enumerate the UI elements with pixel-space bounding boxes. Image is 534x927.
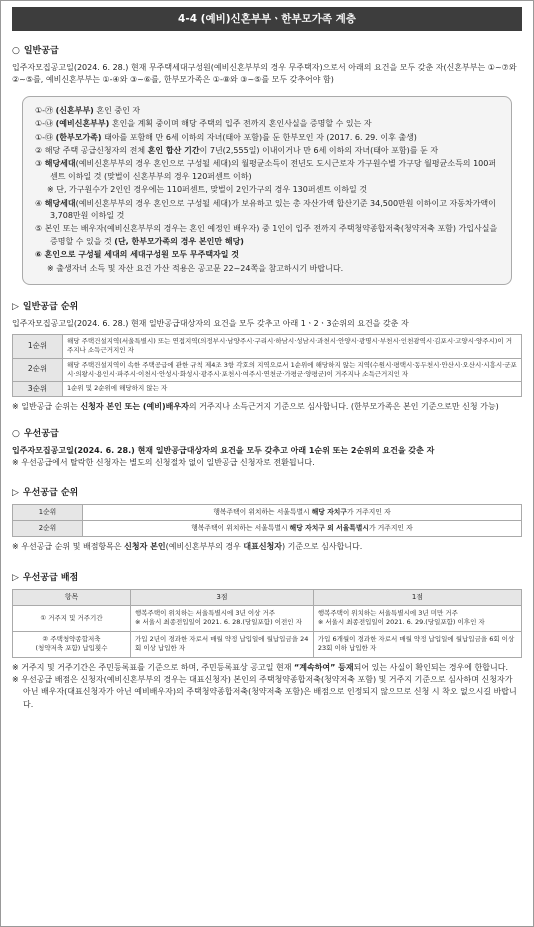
- rank-label: 1순위: [13, 505, 83, 521]
- table-row: [13, 605, 522, 631]
- heading-bullet: ▷: [12, 301, 19, 312]
- general-rank-heading: [12, 301, 522, 314]
- heading-bullet: ▷: [12, 572, 19, 583]
- priority-points-heading: [12, 572, 522, 585]
- rank-description: 1순위 및 2순위에 해당하지 않는 자: [63, 381, 522, 397]
- general-rank-intro: 입주자모집공고일(2024. 6. 28.) 현재 일반공급대상자의 요건을 모두 갖추고 아래 1ㆍ2ㆍ3순위의 요건을 갖춘 자: [12, 318, 409, 328]
- priority-rank-note: ※ 우선공급 순위 및 배점항목은 신청자 본인(예비신혼부부의 경우 대표신청자) 기준으로 심사합니다.: [12, 542, 363, 552]
- points-1pt-criteria: 가입 6개월이 경과한 자로서 매월 약정 납입일에 월납입금을 6회 이상 23회 이하 납입한 자: [313, 631, 521, 657]
- table-row: [13, 381, 522, 397]
- rank-label: 2순위: [13, 521, 83, 537]
- requirement-item: ② 해당 주택 공급신청자의 전체 혼인 합산 기간이 7년(2,555일) 이내이거나 만 6세 이하의 자녀(태아 포함)를 둔 자: [35, 146, 439, 155]
- general-supply-heading: [12, 45, 522, 58]
- heading-bullet: ○: [12, 46, 20, 56]
- points-item-label: ① 거주지 및 거주기간: [13, 605, 131, 631]
- points-1pt-criteria: 행복주택이 위치하는 서울특별시에 3년 미만 거주 ※ 서울시 최종전입일이 2021. 6. 29.(당일포함) 이후인 자: [313, 605, 521, 631]
- points-3pt-criteria: 가입 2년이 경과한 자로서 매월 약정 납입일에 월납입금을 24회 이상 납입한 자: [131, 631, 314, 657]
- rank-description: 해당 주택건설지역(서울특별시) 또는 연접지역(의정부시·남양주시·구리시·하남시·성남시·과천시·안양시·광명시·부천시·인천광역시·김포시·고양시·양주시)이 거주지나 소득근거지인 자: [63, 335, 522, 358]
- table-row: [13, 505, 522, 521]
- requirement-item: ③ 해당세대(예비신혼부부의 경우 혼인으로 구성될 세대)의 월평균소득이 전년도 도시근로자 가구원수별 가구당 월평균소득의 100퍼센트 이하일 것 (맞벌이 신혼부부의 경우 120퍼센트 이하): [35, 159, 497, 181]
- section-title: 4-4 (예비)신혼부부ㆍ한부모가족 계층: [12, 7, 522, 31]
- requirement-item: ※ 단, 가구원수가 2인인 경우에는 110퍼센트, 맞벌이 2인가구의 경우 130퍼센트 이하일 것: [47, 185, 368, 195]
- priority-rank-heading: [12, 487, 522, 500]
- table-row: [13, 521, 522, 537]
- rank-label: 1순위: [13, 335, 63, 358]
- requirements-box: [22, 96, 512, 285]
- rank-label: 2순위: [13, 358, 63, 381]
- rank-description: 행복주택이 위치하는 서울특별시 해당 자치구 외 서울특별시가 거주지인 자: [83, 521, 522, 537]
- requirement-item: ①-㉰ (한부모가족) 태아를 포함해 만 6세 이하의 자녀(태아 포함)를 둔 한부모인 자 (2017. 6. 29. 이후 출생): [35, 132, 417, 142]
- rank-label: 3순위: [13, 381, 63, 397]
- requirement-item: ④ 해당세대(예비신혼부부의 경우 혼인으로 구성될 세대)가 보유하고 있는 총 자산가액 합산기준 34,500만원 이하이고 자동차가액이 3,708만원 이하일 것: [35, 198, 496, 220]
- priority-supply-heading: [12, 428, 522, 441]
- col-header-1pt: 1점: [313, 589, 521, 605]
- heading-bullet: ▷: [12, 488, 19, 499]
- heading-text: 일반공급: [23, 46, 59, 56]
- rank-description: 행복주택이 위치하는 서울특별시 해당 자치구가 거주지인 자: [83, 505, 522, 521]
- general-supply-intro: 입주자모집공고일(2024. 6. 28.) 현재 무주택세대구성원(예비신혼부부의 경우 무주택자)으로서 아래의 요건을 모두 갖춘 자(신혼부부는 ①~⑦와 ②~⑤를, 예비신혼부부는 ①-④와 ③~⑥를, 한부모가족은 ①-⑧와 ③~⑤를 모두 갖추어야 함): [12, 63, 517, 85]
- general-rank-note: ※ 일반공급 순위는 신청자 본인 또는 (예비)배우자의 거주지나 소득근거지 기준으로 심사합니다. (한부모가족은 본인 기준으로만 신청 가능): [12, 402, 499, 412]
- points-note-residence: ※ 거주지 및 거주기간은 주민등록표를 기준으로 하며, 주민등록표상 공고일 현재 “계속하여” 등재되어 있는 사실이 확인되는 경우에 한합니다.: [12, 662, 509, 672]
- heading-text: 일반공급 순위: [22, 301, 79, 312]
- heading-text: 우선공급 순위: [22, 488, 79, 499]
- col-header-3pt: 3점: [131, 589, 314, 605]
- heading-text: 우선공급 배점: [22, 572, 79, 583]
- requirement-item: ⑥ 혼인으로 구성될 세대의 세대구성원 모두 무주택자일 것: [35, 250, 240, 260]
- priority-points-table: [12, 589, 522, 658]
- requirement-item: ⑤ 본인 또는 배우자(예비신혼부부의 경우는 혼인 예정인 배우자) 중 1인이 입주 전까지 주택청약종합저축(청약저축 포함) 가입사실을 증명할 수 있을 것 (단, 한부모가족의 경우 본인만 해당): [35, 224, 498, 246]
- table-row: [13, 631, 522, 657]
- rank-description: 해당 주택건설지역이 속한 주택공급에 관한 규칙 제4조 3항 각호의 지역으로서 1순위에 해당하지 않는 지역(수원시·평택시·동두천시·안산시·오산시·시흥시·군포시·의왕시·용인시·파주시·이천시·안성시·화성시·광주시·포천시·여주시·연천군·가평군·양평군)이 거주지나 소득근거지인 자: [63, 358, 522, 381]
- heading-text: 우선공급: [23, 428, 59, 439]
- heading-bullet: ○: [12, 428, 20, 439]
- points-item-label: ② 주택청약종합저축 (청약저축 포함) 납입횟수: [13, 631, 131, 657]
- requirement-item: ①-㉯ (예비신혼부부) 혼인을 계획 중이며 해당 주택의 입주 전까지 혼인사실을 증명할 수 있는 자: [35, 119, 372, 129]
- points-note-savings: ※ 우선공급 배점은 신청자(예비신혼부부의 경우는 대표신청자) 본인의 주택청약종합저축(청약저축 포함) 및 거주지 기준으로 심사하며 신청자가 아닌 배우자(대표신청자가 아닌 예비배우자)의 주택청약종합저축(청약저축 포함)은 배점으로 인정되지 않으므로 신청 시 착오 없으시길 바랍니다.: [12, 675, 517, 709]
- table-row: [13, 358, 522, 381]
- priority-supply-note: ※ 우선공급에서 탈락한 신청자는 별도의 신청절차 없이 일반공급 신청자로 전환됩니다.: [12, 458, 315, 468]
- requirement-item: ①-㉮ (신혼부부) 혼인 중인 자: [35, 105, 141, 115]
- table-row: [13, 335, 522, 358]
- col-header-item: 항목: [13, 589, 131, 605]
- points-3pt-criteria: 행복주택이 위치하는 서울특별시에 3년 이상 거주 ※ 서울시 최종전입일이 2021. 6. 28.(당일포함) 이전인 자: [131, 605, 314, 631]
- priority-supply-intro: 입주자모집공고일(2024. 6. 28.) 현재 일반공급대상자의 요건을 모두 갖추고 아래 1순위 또는 2순위의 요건을 갖춘 자: [12, 445, 435, 455]
- general-rank-table: [12, 334, 522, 397]
- priority-rank-table: [12, 504, 522, 537]
- requirement-item: ※ 출생자녀 소득 및 자산 요건 가산 적용은 공고문 22~24쪽을 참고하시기 바랍니다.: [47, 263, 344, 273]
